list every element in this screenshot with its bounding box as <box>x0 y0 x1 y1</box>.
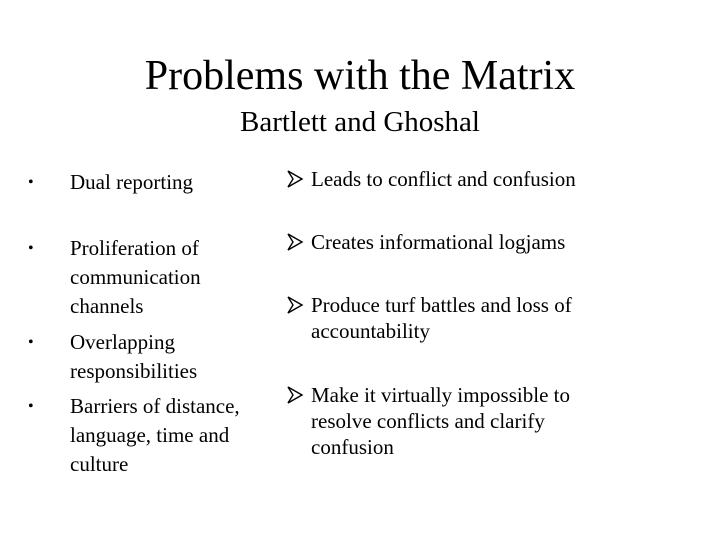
consequence-item <box>286 382 626 460</box>
consequence-text: Make it virtually impossible to resolve conflicts and clarify confusion <box>311 383 570 459</box>
slide-title: Problems with the Matrix <box>144 53 576 99</box>
arrow-bullet-icon <box>286 169 306 189</box>
problem-item <box>28 328 278 386</box>
consequence-item <box>286 166 626 192</box>
problem-text: Proliferation of communication channels <box>70 236 201 318</box>
problem-text: Overlapping responsibilities <box>70 330 198 383</box>
problem-text: Dual reporting <box>70 170 194 194</box>
bullet-dot-icon: • <box>28 174 34 191</box>
problem-item <box>28 234 278 321</box>
arrow-bullet-icon <box>286 295 306 315</box>
arrow-bullet-icon <box>286 385 306 405</box>
consequence-item <box>286 229 626 255</box>
consequence-text: Produce turf battles and loss of accountability <box>311 293 572 343</box>
arrow-bullet-icon <box>286 232 306 252</box>
slide-subtitle: Bartlett and Ghoshal <box>239 106 480 138</box>
problem-text: Barriers of distance, language, time and culture <box>70 394 240 476</box>
consequence-text: Creates informational logjams <box>311 230 566 254</box>
bullet-dot-icon: • <box>28 398 34 415</box>
problem-item <box>28 168 278 197</box>
bullet-dot-icon: • <box>28 240 34 257</box>
consequence-text: Leads to conflict and confusion <box>311 167 576 191</box>
problem-item <box>28 392 278 479</box>
consequence-item <box>286 292 626 344</box>
bullet-dot-icon: • <box>28 334 34 351</box>
